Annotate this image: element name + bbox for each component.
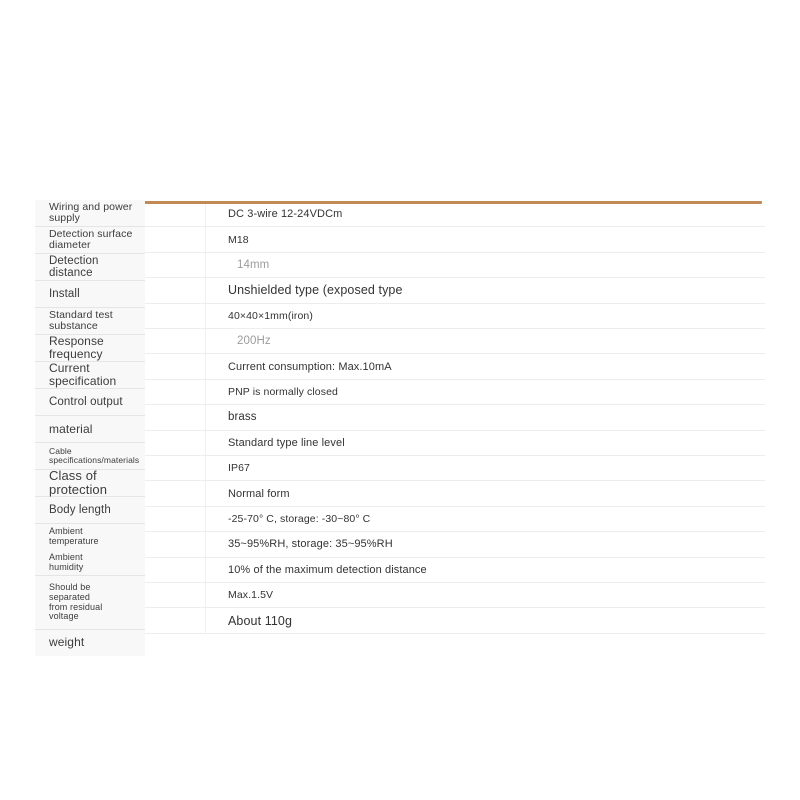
spec-value-text: Current consumption: Max.10mA xyxy=(228,360,392,373)
spec-label-row xyxy=(35,335,145,362)
spec-label-text: Standard test substance xyxy=(49,308,113,332)
spec-value-row xyxy=(145,253,765,278)
spec-label-row xyxy=(35,362,145,389)
spec-label-text-line: humidity xyxy=(49,561,84,572)
spec-label-text: Current specification xyxy=(49,361,117,388)
spec-label-row xyxy=(35,281,145,308)
spec-label-row xyxy=(35,389,145,416)
spec-label-text: Body length xyxy=(49,503,111,516)
spec-label-row xyxy=(35,227,145,254)
spec-label-text-line: Ambient xyxy=(49,525,83,536)
spec-value-text: Normal form xyxy=(228,487,290,500)
spec-value-row xyxy=(145,456,765,481)
spec-value-text: 200Hz xyxy=(237,335,271,348)
spec-label-text: Wiring and power supply xyxy=(49,200,133,224)
spec-label-row xyxy=(35,524,145,550)
spec-value-text: Standard type line level xyxy=(228,436,345,449)
spec-value-text: IP67 xyxy=(228,462,250,475)
spec-label-text-line: Ambient xyxy=(49,551,83,562)
spec-label-row xyxy=(35,576,145,630)
spec-value-row xyxy=(145,583,765,608)
spec-value-text: 10% of the maximum detection distance xyxy=(228,563,427,576)
spec-label-text: Control output xyxy=(49,395,123,408)
spec-label-text: Detection distance xyxy=(49,254,99,279)
spec-value-row xyxy=(145,405,765,430)
spec-value-row xyxy=(145,380,765,405)
spec-value-row xyxy=(145,354,765,379)
spec-label-text: Detection surface diameter xyxy=(49,227,133,251)
spec-label-text: Response frequency xyxy=(49,334,104,361)
spec-label-text-line: temperature xyxy=(49,535,99,546)
spec-value-row xyxy=(145,608,765,633)
spec-label-text: material xyxy=(49,421,93,436)
spec-label-text: Install xyxy=(49,287,80,300)
spec-value-text: 40×40×1mm(iron) xyxy=(228,309,313,322)
spec-value-row xyxy=(145,278,765,303)
spec-value-text: 35~95%RH, storage: 35~95%RH xyxy=(228,538,393,551)
spec-value-row xyxy=(145,507,765,532)
spec-label-row xyxy=(35,416,145,443)
spec-value-text: M18 xyxy=(228,233,249,246)
spec-label-text-line: Should be xyxy=(49,582,91,593)
spec-value-row xyxy=(145,202,765,227)
spec-value-text: PNP is normally closed xyxy=(228,385,338,398)
spec-label-text-line: separated xyxy=(49,591,90,602)
spec-value-row xyxy=(145,431,765,456)
spec-value-row xyxy=(145,304,765,329)
spec-value-text: About 110g xyxy=(228,613,293,628)
spec-value-row xyxy=(145,532,765,557)
spec-label-text: Class of protection xyxy=(49,467,108,497)
spec-label-row xyxy=(35,443,145,470)
spec-value-row xyxy=(145,329,765,354)
spec-value-text: DC 3-wire 12-24VDCm xyxy=(228,208,343,221)
spec-label-text-line: from residual xyxy=(49,601,103,612)
spec-value-text: brass xyxy=(228,411,257,424)
spec-label-text: weight xyxy=(49,635,85,650)
spec-value-text: -25-70° C, storage: -30~80° C xyxy=(228,512,371,525)
spec-value-text: Unshielded type (exposed type xyxy=(228,283,403,298)
spec-value-text: Max.1.5V xyxy=(228,589,274,602)
spec-label-row xyxy=(35,254,145,281)
spec-label-row xyxy=(35,550,145,576)
spec-value-text: 14mm xyxy=(237,258,270,271)
spec-label-text-line: voltage xyxy=(49,611,79,622)
spec-label-row xyxy=(35,630,145,656)
spec-label-row xyxy=(35,497,145,524)
spec-value-row xyxy=(145,558,765,583)
spec-value-row xyxy=(145,481,765,506)
spec-label-row xyxy=(35,467,145,497)
spec-value-row xyxy=(145,227,765,252)
spec-label-text: Cable specifications/materials xyxy=(49,445,140,465)
spec-label-row xyxy=(35,308,145,335)
spec-label-row xyxy=(35,200,145,227)
